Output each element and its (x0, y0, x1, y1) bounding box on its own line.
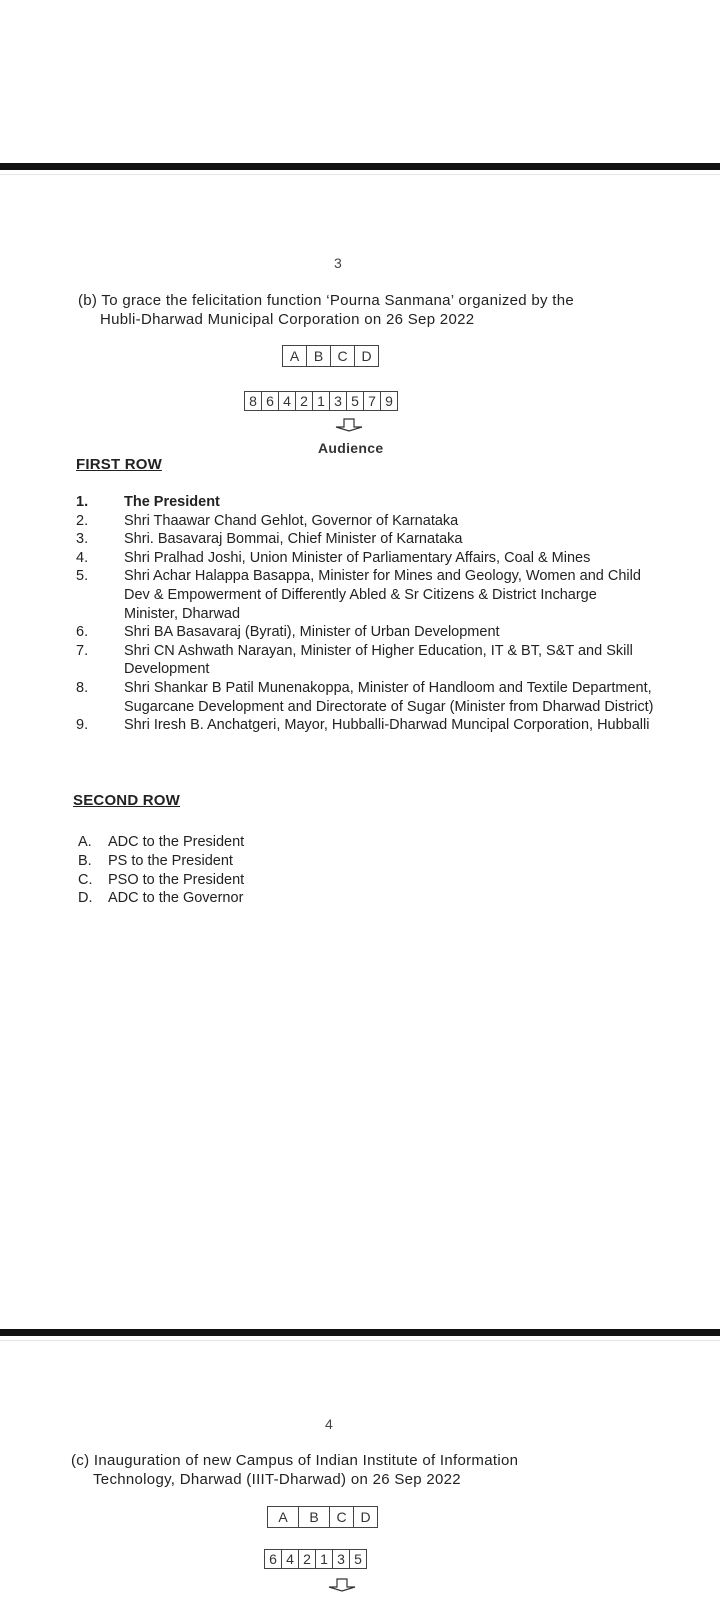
page-number: 4 (325, 1416, 333, 1432)
down-arrow-icon (327, 1578, 357, 1592)
item-text: Shri CN Ashwath Narayan, Minister of Higher Education, IT & BT, S&T and Skill Development (124, 642, 633, 678)
page-number: 3 (334, 255, 342, 271)
item-number: 1. (76, 494, 89, 510)
list-item (76, 493, 716, 512)
list-item (76, 623, 716, 642)
list-item (76, 716, 716, 735)
item-number: 2. (76, 512, 89, 529)
item-letter: B. (78, 852, 92, 869)
item-letter: A. (78, 834, 92, 850)
event-heading (71, 1451, 671, 1489)
seat-box: 4 (279, 391, 296, 411)
seat-box: 1 (316, 1549, 333, 1569)
item-number: 4. (76, 549, 89, 566)
seat-box: 8 (244, 391, 262, 411)
item-text: Shri Shankar B Patil Munenakoppa, Minister of Handloom and Textile Department, Sugarcane Development and Directorate of Sugar (Minister from Dharwad District) (124, 679, 654, 715)
item-text: PSO to the President (108, 871, 245, 888)
first-row-seating-boxes (264, 1549, 367, 1569)
item-text: Shri Thaawar Chand Gehlot, Governor of Karnataka (124, 512, 459, 529)
item-number: 7. (76, 642, 89, 659)
first-row-list (76, 493, 716, 735)
event-heading (78, 291, 678, 329)
item-number: 3. (76, 531, 89, 548)
list-item (76, 549, 716, 568)
seat-box: 5 (350, 1549, 367, 1569)
second-row-seating-boxes (282, 345, 379, 367)
item-text: ADC to the President (108, 834, 245, 850)
seat-box: D (355, 345, 379, 367)
seat-box: 2 (299, 1549, 316, 1569)
list-item (76, 530, 716, 549)
seat-box: 6 (262, 391, 279, 411)
down-arrow-icon (334, 418, 364, 432)
second-row-list (78, 833, 244, 908)
audience-label: Audience (318, 440, 384, 456)
page-separator-top (0, 163, 720, 170)
item-number: 9. (76, 717, 89, 734)
item-text: ADC to the Governor (108, 890, 244, 907)
seat-box: 1 (313, 391, 330, 411)
item-text: Shri Pralhad Joshi, Union Minister of Parliamentary Affairs, Coal & Mines (124, 549, 591, 566)
list-item (76, 679, 716, 716)
seat-box: 3 (330, 391, 347, 411)
item-number: 5. (76, 568, 89, 585)
item-text: Shri BA Basavaraj (Byrati), Minister of Urban Development (124, 624, 500, 641)
seat-box: 9 (381, 391, 398, 411)
seat-box: B (299, 1506, 330, 1528)
heading-line: Hubli-Dharwad Municipal Corporation on 26 Sep 2022 (100, 311, 475, 328)
list-item (76, 512, 716, 531)
seat-box: C (331, 345, 355, 367)
heading-line: Technology, Dharwad (IIIT-Dharwad) on 26 Sep 2022 (93, 1471, 461, 1488)
seat-box: C (330, 1506, 354, 1528)
item-text: Shri. Basavaraj Bommai, Chief Minister of Karnataka (124, 531, 463, 548)
item-text: PS to the President (108, 852, 233, 869)
list-item (78, 889, 244, 908)
item-text: Shri Achar Halappa Basappa, Minister for Mines and Geology, Women and Child Dev & Empowerment of Differently Abled & Sr Citizens & District Incharge Minister, Dharwad (124, 568, 641, 622)
seat-box: A (267, 1506, 299, 1528)
seat-box: 5 (347, 391, 364, 411)
seat-box: 4 (282, 1549, 299, 1569)
seat-box: 2 (296, 391, 313, 411)
first-row-title: FIRST ROW (76, 456, 162, 473)
second-row-seating-boxes (267, 1506, 378, 1528)
seat-box: 3 (333, 1549, 350, 1569)
seat-box: 7 (364, 391, 381, 411)
list-item (76, 642, 716, 679)
seat-box: 6 (264, 1549, 282, 1569)
scan-shadow-line (0, 174, 720, 175)
item-number: 6. (76, 624, 89, 641)
item-text: Shri Iresh B. Anchatgeri, Mayor, Hubballi-Dharwad Muncipal Corporation, Hubballi (124, 717, 650, 734)
scan-shadow-line (0, 1340, 720, 1341)
item-text: The President (124, 494, 220, 510)
seat-box: A (282, 345, 307, 367)
list-item (78, 833, 244, 852)
second-row-title: SECOND ROW (73, 792, 180, 809)
list-item (78, 871, 244, 890)
item-number: 8. (76, 679, 89, 696)
list-item (76, 567, 716, 623)
heading-line: (c) Inauguration of new Campus of Indian Institute of Information (71, 1452, 519, 1469)
first-row-seating-boxes (244, 391, 398, 411)
item-letter: D. (78, 890, 93, 907)
seat-box: D (354, 1506, 378, 1528)
list-item (78, 852, 244, 871)
heading-line: (b) To grace the felicitation function ‘Pourna Sanmana’ organized by the (78, 292, 575, 309)
item-letter: C. (78, 871, 93, 888)
page-separator-bottom (0, 1329, 720, 1336)
seat-box: B (307, 345, 331, 367)
